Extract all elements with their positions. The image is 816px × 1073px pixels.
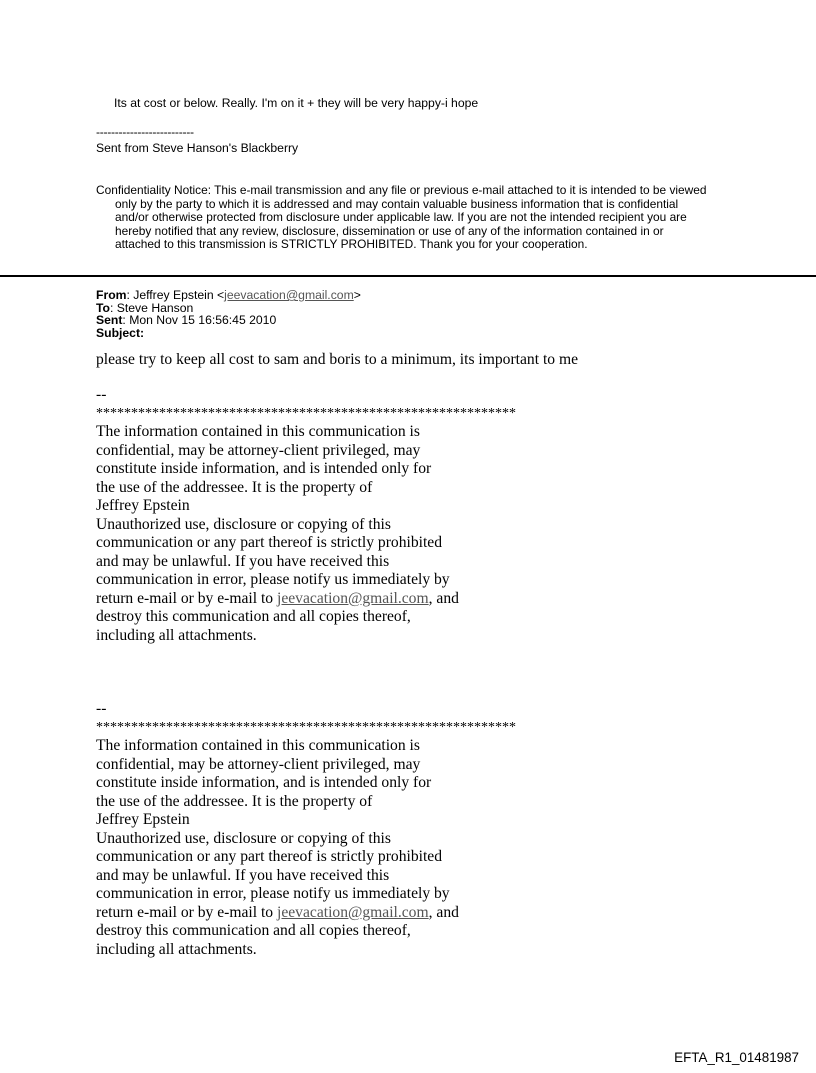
disclaimer-return-line — [96, 590, 516, 609]
disclaimer-line: The information contained in this communication is — [96, 737, 420, 754]
document-id: EFTA_R1_01481987 — [674, 1050, 799, 1065]
signature-separator: -------------------------- — [96, 125, 194, 139]
disclaimer-line: communication in error, please notify us immediately by — [96, 571, 450, 588]
from-close: > — [353, 288, 361, 302]
from-email-link[interactable]: jeevacation@gmail.com — [224, 288, 354, 302]
message-body: please try to keep all cost to sam and boris to a minimum, its important to me — [96, 351, 579, 368]
disclaimer-email-link[interactable]: jeevacation@gmail.com — [277, 903, 429, 921]
sent-row: Sent: Mon Nov 15 16:56:45 2010 — [96, 313, 277, 327]
disclaimer-stars: ************************************************************ — [96, 719, 516, 735]
disclaimer-line: and may be unlawful. If you have received this — [96, 552, 390, 570]
disclaimer-block-1 — [96, 386, 516, 645]
return-prefix: return e-mail or by e-mail to — [96, 589, 277, 607]
subject-row — [96, 327, 361, 340]
to-value: Steve Hanson — [116, 300, 194, 315]
disclaimer-line: confidential, may be attorney-client privileged, may — [96, 441, 421, 459]
signature-line: Sent from Steve Hanson's Blackberry — [96, 141, 299, 155]
disclaimer-line: Jeffrey Epstein — [96, 811, 190, 828]
disclaimer-line: constitute inside information, and is intended only for — [96, 460, 432, 477]
to-row: To: Steve Hanson — [96, 300, 194, 315]
disclaimer-line: Unauthorized use, disclosure or copying of this — [96, 829, 391, 847]
section-divider — [0, 275, 816, 277]
disclaimer-line: including all attachments. — [96, 626, 257, 644]
disclaimer-line: the use of the addressee. It is the property of — [96, 478, 373, 496]
disclaimer-block-2 — [96, 700, 516, 959]
from-label: From — [96, 288, 127, 302]
disclaimer-line: The information contained in this communication is — [96, 423, 420, 440]
reply-text: Its at cost or below. Really. I'm on it + they will be very happy-i hope — [114, 96, 479, 110]
return-prefix: return e-mail or by e-mail to — [96, 903, 277, 921]
return-suffix: , and — [428, 589, 459, 607]
disclaimer-dash: -- — [96, 386, 107, 403]
subject-label: Subject: — [96, 325, 145, 340]
email-header — [96, 289, 361, 339]
disclaimer-email-link[interactable]: jeevacation@gmail.com — [277, 589, 429, 607]
disclaimer-line: communication or any part thereof is strictly prohibited — [96, 534, 443, 551]
disclaimer-line: communication or any part thereof is strictly prohibited — [96, 848, 443, 865]
disclaimer-line: communication in error, please notify us immediately by — [96, 885, 450, 902]
disclaimer-line: destroy this communication and all copies thereof, — [96, 922, 411, 939]
disclaimer-return-line — [96, 904, 516, 923]
sent-label: Sent — [96, 313, 123, 327]
disclaimer-dash: -- — [96, 700, 107, 717]
disclaimer-line: Unauthorized use, disclosure or copying of this — [96, 515, 391, 533]
confidentiality-notice: Confidentiality Notice: This e-mail transmission and any file or previous e-mail attached to it is intended to be viewed only by the party to which it is addressed and may contain valuable business information that is confidential and/or otherwise protected from disclosure under applicable law. If you are not the intended recipient you are hereby notified that any review, disclosure, dissemination or use of any of the information contained in or attached to this transmission is STRICTLY PROHIBITED. Thank you for your cooperation. — [96, 183, 707, 252]
disclaimer-line: the use of the addressee. It is the property of — [96, 792, 373, 810]
disclaimer-line: and may be unlawful. If you have received this — [96, 866, 390, 884]
return-suffix: , and — [428, 903, 459, 921]
from-name: Jeffrey Epstein < — [133, 288, 225, 302]
disclaimer-line: including all attachments. — [96, 940, 257, 958]
disclaimer-line: confidential, may be attorney-client privileged, may — [96, 755, 421, 773]
sent-value: Mon Nov 15 16:56:45 2010 — [129, 313, 277, 327]
disclaimer-stars: ************************************************************ — [96, 405, 516, 421]
from-row: From: Jeffrey Epstein <jeevacation@gmail.com> — [96, 288, 361, 302]
to-label: To — [96, 300, 110, 315]
disclaimer-line: Jeffrey Epstein — [96, 497, 190, 514]
disclaimer-line: destroy this communication and all copies thereof, — [96, 608, 411, 625]
disclaimer-line: constitute inside information, and is intended only for — [96, 774, 432, 791]
